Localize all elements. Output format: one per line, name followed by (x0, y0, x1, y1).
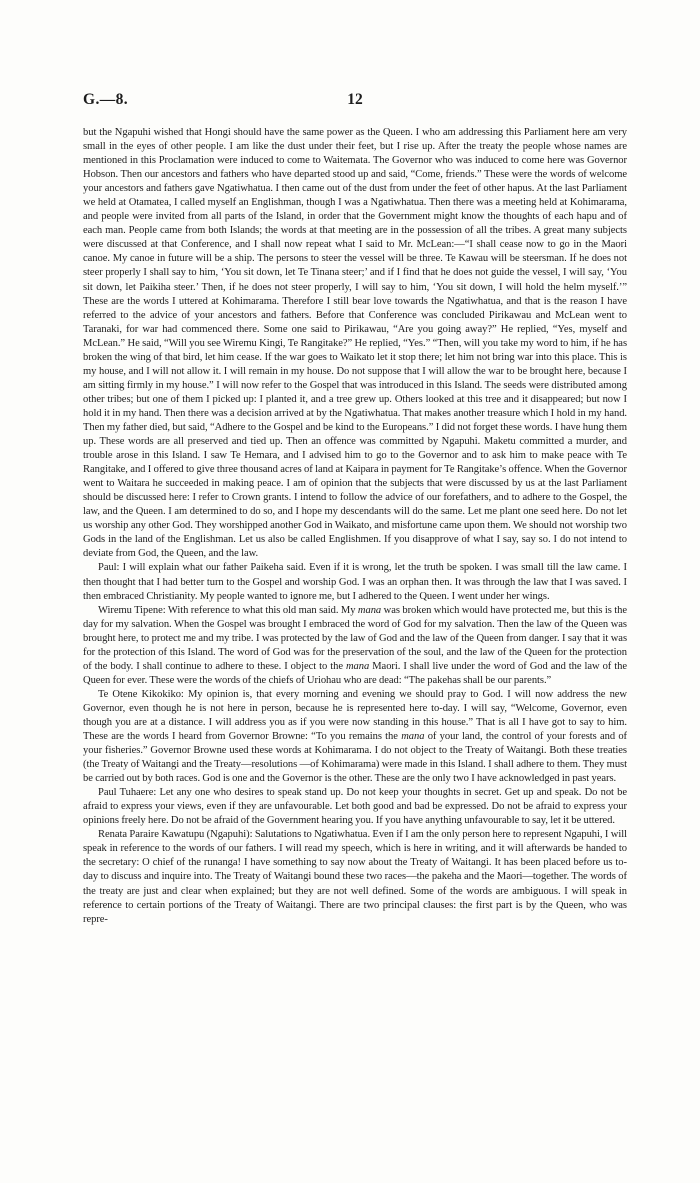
page-header (83, 91, 627, 113)
text-run: Maori. I shall live under the word of God and the law of the Queen for ever. These were the words of the chiefs of Uriohau who are dead: “The pakehas shall be our parents.” (83, 660, 628, 686)
text-run: Renata Paraire Kawatupu (Ngapuhi): Salutations to Ngatiwhatua. Even if I am the only person here to represent Ngapuhi, I will speak in reference to the words of our fathers. I will read my speech, which is here in writing, and it will afterwards be handed to the secretary: O chief of the runanga! I have something to say now about the Treaty of Waitangi. It has been placed before us to-day to discuss and inquire into. The Treaty of Waitangi bound these two races—the pakeha and the Maori—together. The words of the treaty are just and clear when explained; but they are not well defined. Some of the words are ambiguous. I will speak in reference to certain portions of the Treaty of Waitangi. There are two principal clauses: the first part is by the Queen, who was repre- (83, 829, 627, 925)
text-run: Te Otene Kikokiko: My opinion is, that every morning and evening we should pray to God. I will now address the new Governor, even though he is not here in person, because he is represented here to-day. I will say, “Welcome, Governor, even though you are at a distance. I will address you as if you were now standing in this house.” That is all I have got to say to him. These are the words I heard from Governor Browne: “To you remains the (83, 688, 627, 743)
italic-term: mana (357, 604, 382, 616)
text-run: was broken which would have protected me, but this is the day for my salvation. When the Gospel was brought I embraced the word of God for my salvation. Then the law of the Queen was brought here, to protect me and my tribe. I was protected by the law of God and the law of the Queen from danger. I say that it was for the protection of this Island. The word of God was for the preservation of the soul, and the law of the Queen for the protection of the body. I shall continue to adhere to these. I object to the (83, 604, 627, 672)
italic-term: mana (345, 660, 370, 672)
paragraph (83, 561, 627, 603)
italic-term: mana (401, 731, 425, 743)
paragraph (83, 828, 627, 926)
text-run: Wiremu Tipene: With reference to what this old man said. My (98, 604, 358, 616)
text-run: of your land, the control of your forests and of your fisheries.” Governor Browne used these words at Kohimarama. I do not object to the Treaty of Waitangi. Both these treaties (the Treaty of Waitangi and the Treaty—resolutions —of Kohimarama) were made in this Island. I shall adhere to them. They must be carried out by both races. God is one and the Governor is the other. These are the only two I have acknowledged in past years. (83, 731, 628, 785)
text-run: Paul Tuhaere: Let any one who desires to speak stand up. Do not keep your thoughts in secret. Get up and speak. Do not be afraid to express your views, even if they are unfavourable. Let both good and bad be expressed. Do not be afraid to express your opinions freely here. Do not be afraid of the Government hearing you. If you have anything unfavourable to say, let it be uttered. (83, 787, 627, 827)
paragraph (83, 786, 627, 828)
page-number: 12 (347, 91, 363, 108)
paragraph (83, 126, 627, 561)
body-text (83, 126, 627, 927)
paragraph (83, 604, 627, 688)
text-run: Paul: I will explain what our father Paikeha said. Even if it is wrong, let the truth be spoken. I was small till the law came. I then thought that I had better turn to the Gospel and worship God. I was an orphan then. It was through the law that I was saved. I then embraced Christianity. My people wanted to ignore me, but I adhered to the Queen. I went under her wings. (83, 562, 627, 602)
text-run: but the Ngapuhi wished that Hongi should have the same power as the Queen. I who am addressing this Parliament here am very small in the eyes of other people. I am like the dust under their feet, but I rise up. After the treaty the people whose names are mentioned in this Proclamation were induced to come to Waitemata. The Governor who was induced to come here was Governor Hobson. Then our ancestors and fathers who have departed stood up and said, “Come, friends.” These were the words of welcome your ancestors and fathers gave Ngatiwhatua. I then came out of the dust from under the feet of other hapus. At the last Parliament we held at Otamatea, I called myself an Englishman, though I was a Ngatiwhatua. Then there was a meeting held at Kohimarama, and people were invited from all parts of the Island, in order that the Government might know the thoughts of each hapu and of each man. People came from both Islands; the words at that meeting are in the possession of all the tribes. A great many subjects were discussed at that Conference, and I shall now repeat what I said to Mr. McLean:—“I shall cease now to go in the Maori canoe. My canoe in future will be a ship. The persons to steer the vessel will be three. Te Kawau will be steersman. If he does not steer properly I shall say to him, ‘You sit down, let Te Tinana steer;’ and if I find that he does not guide the vessel, I will say, ‘You sit down, let Paikiha steer.’ Then, if he does not steer properly, I will say to him, ‘You sit down, I will hold the helm myself.’” These are the words I uttered at Kohimarama. Therefore I still bear love towards the Ngatiwhatua, and that is the reason I have referred to the advice of your ancestors and fathers. Before that Conference was concluded Pirikawau and McLean went to Taranaki, for war had commenced there. Some one said to Pirikawau, “Are you going away?” He replied, “Yes, myself and McLean.” He said, “Will you see Wiremu Kingi, Te Rangitake?” He replied, “Yes.” “Then, will you take my word to him, if he has broken the wing of that bird, let him cease. If the war goes to Waikato let it stop there; let him not bring war into this place. This is my house, and I will not allow it. I will remain in my house. Do not suppose that I will allow the war to be brought here, because I am sitting firmly in my house.” I will now refer to the Gospel that was introduced in this Island. The seeds were distributed among other tribes; but one of them I picked up: I planted it, and a tree grew up. Others looked at this tree and it disappeared; but now I hold it in my hand. Then there was a decision arrived at by the Ngatiwhatua. That makes another treasure which I hold in my hand. Then my father died, but said, “Adhere to the Gospel and be kind to the Europeans.” I did not forget these words. I have hung them up. These words are all preserved and tied up. Then an offence was committed by Ngapuhi. Maketu committed a murder, and trouble arose in this Island. I saw Te Hemara, and I advised him to go to the Governor and to ask him to make peace with Te Rangitake, and I offered to give three thousand acres of land at Kaipara in payment for Te Rangitake’s offence. When the Governor went to Waitara he succeeded in making peace. I am of opinion that the subjects that were discussed by us at the last Parliament should be discussed here: I refer to Crown grants. I intend to follow the advice of our forefathers, and to adhere to the Gospel, the law, and the Queen. I am determined to do so, and I hope my descendants will do the same. Let me plant one seed here. Do not let us worship any other God. They worshipped another God in Waikato, and misfortune came upon them. We should not worship two Gods in the land of the Englishman. Let us also be called Englishmen. If you disapprove of what I say, say so. I do not intend to deviate from God, the Queen, and the law. (83, 127, 627, 560)
document-reference: G.—8. (83, 91, 129, 108)
paragraph (83, 688, 627, 786)
